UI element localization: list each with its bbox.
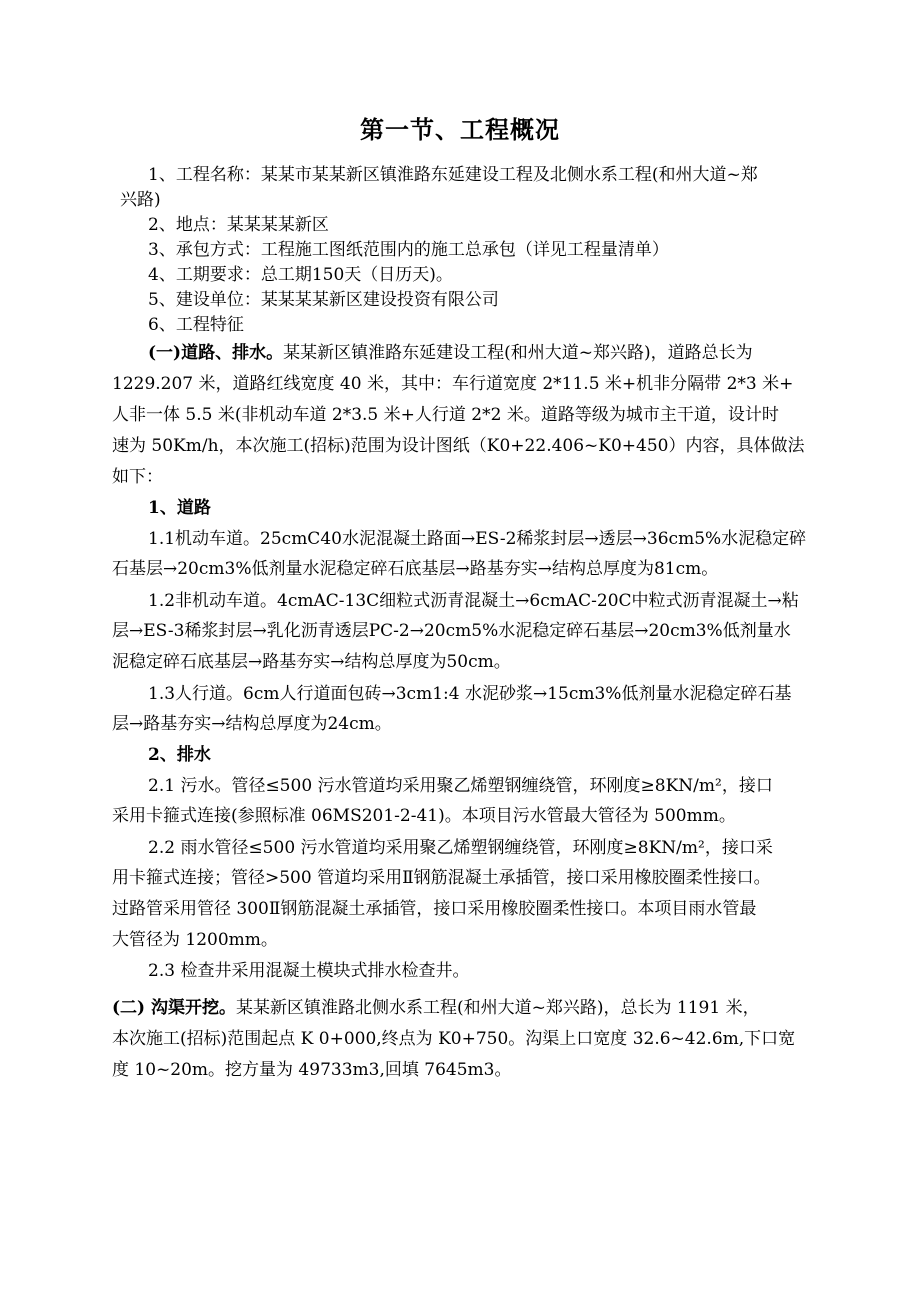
road-para-line: 1.1机动车道。25cmC40水泥混凝土路面→ES-2稀浆封层→透层→36cm5%水泥稳定碎: [148, 529, 807, 549]
info-item-owner: 5、建设单位：某某某某新区建设投资有限公司: [148, 290, 499, 310]
drain-para-line: 2.1 污水。管径≤500 污水管道均采用聚乙烯塑钢缠绕管，环刚度≥8KN/m²，接口: [148, 776, 773, 796]
road-heading: 1、道路: [148, 498, 211, 518]
road-para-line: 泥稳定碎石底基层→路基夯实→结构总厚度为50cm。: [112, 652, 511, 672]
info-item-location: 2、地点：某某某某新区: [148, 215, 329, 235]
section2-label: (二) 沟渠开挖。: [112, 998, 237, 1018]
drain-para-line: 过路管采用管径 300Ⅱ钢筋混凝土承插管，接口采用橡胶圈柔性接口。本项目雨水管最: [112, 899, 757, 919]
section2-text: 某某新区镇淮路北侧水系工程(和州大道~郑兴路)，总长为 1191 米，: [236, 998, 760, 1018]
road-para-line: 石基层→20cm3%低剂量水泥稳定碎石底基层→路基夯实→结构总厚度为81cm。: [112, 559, 719, 579]
info-item-duration: 4、工期要求：总工期150天（日历天)。: [148, 265, 453, 285]
section1-line: 如下：: [112, 467, 163, 487]
section2-first-line: [112, 993, 760, 1018]
drain-para-line: 采用卡箍式连接(参照标准 06MS201-2-41)。本项目污水管最大管径为 500mm。: [112, 806, 736, 826]
drain-para-line: 用卡箍式连接；管径>500 管道均采用Ⅱ钢筋混凝土承插管，接口采用橡胶圈柔性接口。: [112, 868, 771, 888]
road-para-line: 层→路基夯实→结构总厚度为24cm。: [112, 714, 392, 734]
drain-para-line: 2.2 雨水管径≤500 污水管道均采用聚乙烯塑钢缠绕管，环刚度≥8KN/m²，接口采: [148, 838, 773, 858]
section1-line: 速为 50Km/h，本次施工(招标)范围为设计图纸（K0+22.406~K0+450）内容，具体做法: [112, 436, 805, 456]
section2-line: 本次施工(招标)范围起点 K 0+000,终点为 K0+750。沟渠上口宽度 32.6~42.6m,下口宽: [112, 1029, 796, 1049]
section1-line: 人非一体 5.5 米(非机动车道 2*3.5 米+人行道 2*2 米。道路等级为城市主干道，设计时: [112, 405, 779, 425]
drain-heading: 2、排水: [148, 745, 211, 765]
page-title: 第一节、工程概况: [360, 115, 560, 144]
drain-para-line: 大管径为 1200mm。: [112, 930, 278, 950]
section2-line: 度 10~20m。挖方量为 49733m3,回填 7645m3。: [112, 1060, 512, 1080]
info-item-name: 1、工程名称：某某市某某新区镇淮路东延建设工程及北侧水系工程(和州大道~郑: [148, 165, 758, 185]
road-para-line: 层→ES-3稀浆封层→乳化沥青透层PC-2→20cm5%水泥稳定碎石基层→20cm3%低剂量水: [112, 621, 791, 641]
road-para-line: 1.2非机动车道。4cmAC-13C细粒式沥青混凝土→6cmAC-20C中粒式沥青混凝土→粘: [148, 591, 799, 611]
section1-text: 某某新区镇淮路东延建设工程(和州大道~郑兴路)，道路总长为: [283, 343, 753, 363]
info-item-contract: 3、承包方式：工程施工图纸范围内的施工总承包（详见工程量清单）: [148, 240, 669, 260]
section1-label: (一)道路、排水。: [148, 343, 284, 363]
info-item-features: 6、工程特征: [148, 315, 244, 335]
drain-para-line: 2.3 检查井采用混凝土模块式排水检查井。: [148, 961, 470, 981]
section1-first-line: [148, 338, 753, 363]
info-item-name-cont: 兴路): [120, 190, 161, 210]
road-para-line: 1.3人行道。6cm人行道面包砖→3cm1:4 水泥砂浆→15cm3%低剂量水泥稳定碎石基: [148, 684, 792, 704]
section1-line: 1229.207 米，道路红线宽度 40 米，其中：车行道宽度 2*11.5 米+机非分隔带 2*3 米+: [112, 374, 794, 394]
